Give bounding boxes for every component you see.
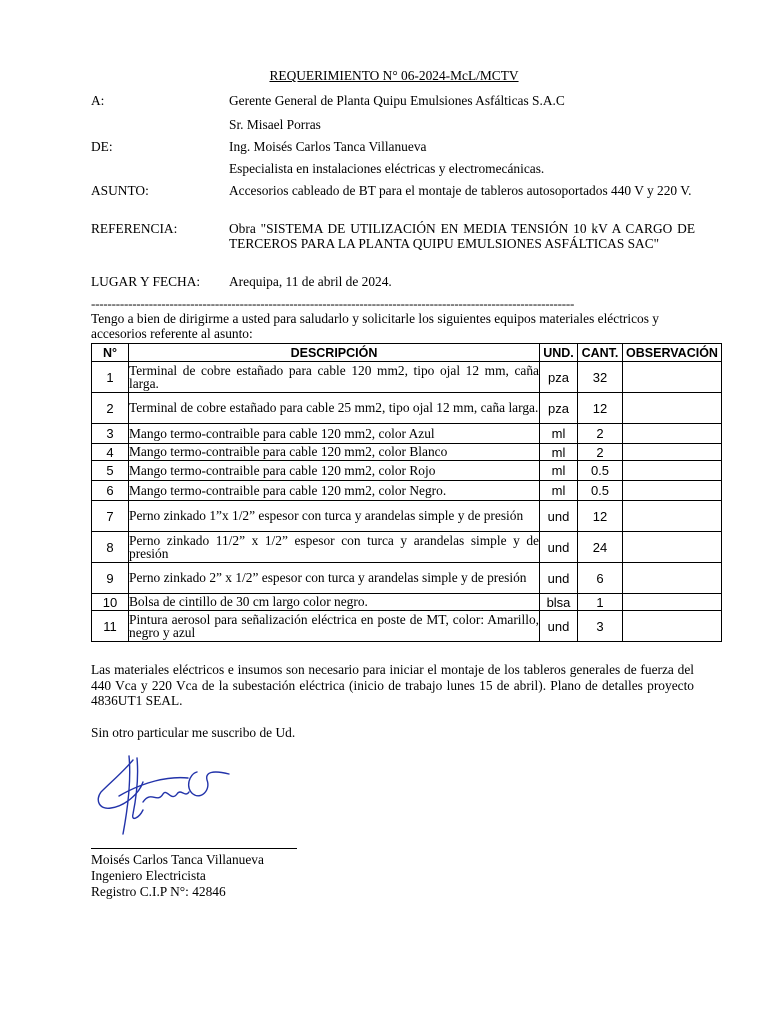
cell-description: Terminal de cobre estañado para cable 25 mm2, tipo ojal 12 mm, caña larga. [129,393,540,424]
table-row [92,611,722,642]
cell-quantity: 12 [578,393,623,424]
cell-unit: ml [540,424,578,444]
place-date-label: LUGAR Y FECHA: [91,274,201,289]
table-row [92,461,722,481]
cell-unit: und [540,611,578,642]
cell-observation [623,481,722,501]
place-date-value: Arequipa, 11 de abril de 2024. [229,274,392,289]
cell-no: 11 [92,611,129,642]
header-observation: OBSERVACIÓN [623,344,722,362]
signature-block [91,852,264,900]
cell-unit: pza [540,362,578,393]
from-label: DE: [91,139,113,154]
table-row [92,424,722,444]
cell-quantity: 24 [578,532,623,563]
cell-observation [623,424,722,444]
cell-unit: und [540,501,578,532]
from-value: Ing. Moisés Carlos Tanca Villanueva [229,139,427,154]
separator-line: --------------------------------------------------------------------------------------------------------------------- [91,296,575,311]
header-no: N° [92,344,129,362]
cell-observation [623,362,722,393]
cell-unit: pza [540,393,578,424]
header-description: DESCRIPCIÓN [129,344,540,362]
cell-observation [623,501,722,532]
subject-label: ASUNTO: [91,183,149,198]
table-row [92,563,722,594]
table-row [92,362,722,393]
document-title: REQUERIMIENTO N° 06-2024-McL/MCTV [269,68,519,83]
cell-no: 8 [92,532,129,563]
cell-unit: und [540,563,578,594]
table-row [92,481,722,501]
signer-name: Moisés Carlos Tanca Villanueva [91,852,264,867]
cell-description: Perno zinkado 1”x 1/2” espesor con turca y arandelas simple y de presión [129,501,540,532]
cell-unit: ml [540,444,578,461]
cell-quantity: 1 [578,594,623,611]
table-row [92,532,722,563]
table-row [92,444,722,461]
cell-description: Pintura aerosol para señalización eléctrica en poste de MT, color: Amarillo, negro y azul [129,611,539,640]
table-row [92,594,722,611]
cell-no: 6 [92,481,129,501]
cell-no: 5 [92,461,129,481]
table-row [92,393,722,424]
justification-paragraph: Las materiales eléctricos e insumos son necesario para iniciar el montaje de los tableros generales de fuerza del 440 Vca y 220 Vca de la subestación eléctrica (inicio de trabajo lunes 15 de abril). Plano de detalles proyecto 4836UT1 SEAL. [91,662,694,708]
header-quantity: CANT. [578,344,623,362]
cell-quantity: 2 [578,444,623,461]
cell-description: Mango termo-contraible para cable 120 mm2, color Negro. [129,481,540,501]
cell-observation [623,461,722,481]
cell-observation [623,444,722,461]
cell-description: Mango termo-contraible para cable 120 mm2, color Azul [129,424,540,444]
to-person: Sr. Misael Porras [229,117,321,132]
signature-line [91,848,297,849]
cell-no: 10 [92,594,129,611]
cell-quantity: 6 [578,563,623,594]
cell-unit: und [540,532,578,563]
cell-no: 2 [92,393,129,424]
to-label: A: [91,93,105,108]
cell-observation [623,393,722,424]
cell-unit: ml [540,461,578,481]
cell-no: 7 [92,501,129,532]
signer-registration: Registro C.I.P N°: 42846 [91,884,226,899]
intro-paragraph: Tengo a bien de dirigirme a usted para saludarlo y solicitarle los siguientes equipos materiales eléctricos y accesorios referente al asunto: [91,311,659,341]
signer-role: Ingeniero Electricista [91,868,206,883]
cell-observation [623,594,722,611]
table-row [92,501,722,532]
cell-quantity: 0.5 [578,461,623,481]
cell-description: Perno zinkado 11/2” x 1/2” espesor con turca y arandelas simple y de presión [129,532,539,561]
cell-quantity: 12 [578,501,623,532]
cell-description: Terminal de cobre estañado para cable 120 mm2, tipo ojal 12 mm, caña larga. [129,362,539,391]
from-title: Especialista en instalaciones eléctricas y electromecánicas. [229,161,545,176]
cell-description: Bolsa de cintillo de 30 cm largo color negro. [129,594,540,611]
subject-value: Accesorios cableado de BT para el montaje de tableros autosoportados 440 V y 220 V. [229,183,692,198]
handwritten-signature [93,752,233,842]
cell-observation [623,532,722,563]
cell-observation [623,563,722,594]
cell-quantity: 3 [578,611,623,642]
cell-no: 1 [92,362,129,393]
items-table [91,343,722,642]
cell-quantity: 0.5 [578,481,623,501]
cell-description: Mango termo-contraible para cable 120 mm2, color Rojo [129,461,540,481]
cell-unit: ml [540,481,578,501]
to-value: Gerente General de Planta Quipu Emulsiones Asfálticas S.A.C [229,93,565,108]
cell-description: Perno zinkado 2” x 1/2” espesor con turca y arandelas simple y de presión [129,563,540,594]
cell-no: 9 [92,563,129,594]
reference-value: Obra "SISTEMA DE UTILIZACIÓN EN MEDIA TENSIÓN 10 kV A CARGO DE TERCEROS PARA LA PLANTA QUIPU EMULSIONES ASFÁLTICAS SAC" [229,221,695,251]
cell-no: 3 [92,424,129,444]
cell-quantity: 2 [578,424,623,444]
closing-line: Sin otro particular me suscribo de Ud. [91,725,296,740]
cell-no: 4 [92,444,129,461]
cell-unit: blsa [540,594,578,611]
cell-quantity: 32 [578,362,623,393]
cell-observation [623,611,722,642]
header-unit: UND. [540,344,578,362]
table-header-row [92,344,722,362]
cell-description: Mango termo-contraible para cable 120 mm2, color Blanco [129,444,540,461]
reference-label: REFERENCIA: [91,221,178,236]
